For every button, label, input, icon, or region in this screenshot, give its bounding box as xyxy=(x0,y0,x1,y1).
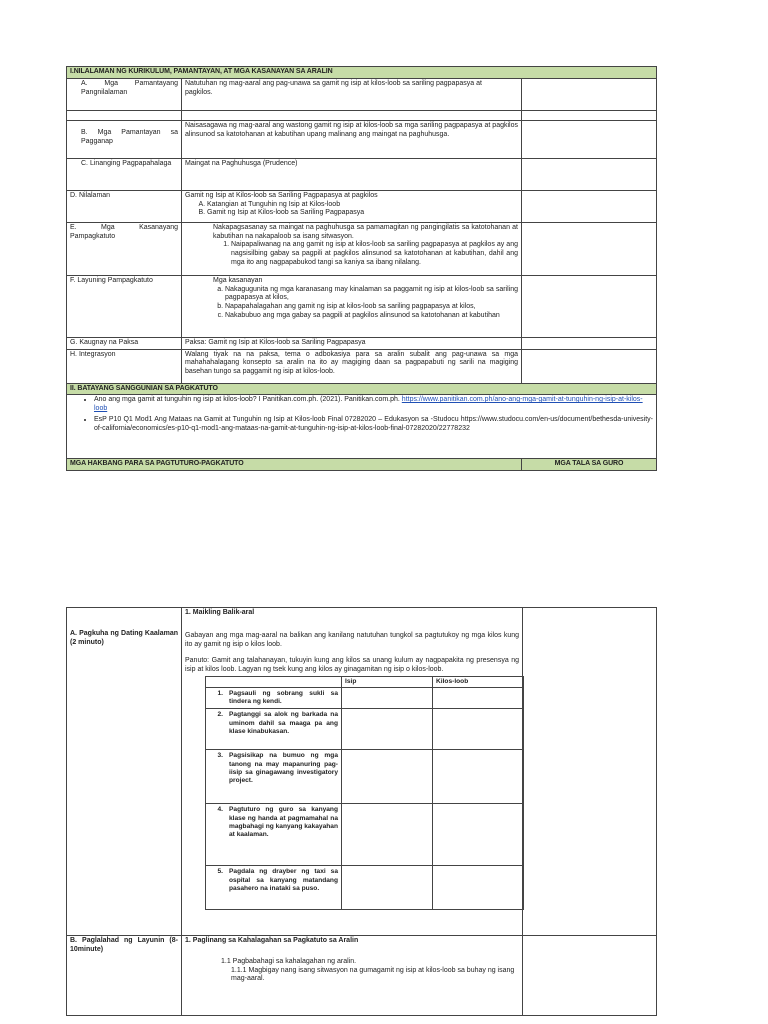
item-text: Pagdala ng drayber ng taxi sa ospital sa kanyang matandang pasahero na inataki sa puso. xyxy=(229,868,338,892)
reference-text: Ano ang mga gamit at tunguhin ng isip at kilos-loob? I Panitikan.com.ph. (2021). Panitikan.com.ph. xyxy=(94,396,402,404)
list-item: B. Gamit ng Isip at Kilos-loob sa Sariling Pagpapasya xyxy=(207,209,518,218)
step-b-sub2: 1.1.1 Magbigay nang isang sitwasyon na gumagamit ng isip at kilos-loob sa buhay ng isang mag-aaral. xyxy=(231,966,515,983)
row-a-notes xyxy=(522,78,657,110)
item-number: 3. xyxy=(217,752,223,760)
item-number: 4. xyxy=(217,806,223,814)
table-row xyxy=(206,709,524,750)
references-list xyxy=(70,396,653,433)
list-item: b. Napapahalagahan ang gamit ng isip at kilos-loob sa sariling pagpapasya at kilos, xyxy=(225,303,518,312)
row-h-label: H. Integrasyon xyxy=(67,349,182,383)
row-d-list xyxy=(185,201,518,219)
isip-check-cell[interactable] xyxy=(342,709,433,750)
row-d-content xyxy=(182,190,522,222)
row-h-content: Walang tiyak na na paksa, tema o adbokasiya para sa aralin subalit ang pag-unawa sa mga mahahahalagang konsepto sa aralin na ito ay magiging daan sa pagpapabuti ng sarili na magiging basehan tungo sa paggamit ng isip at kilos-loob. xyxy=(182,349,522,383)
kilos-loob-check-cell[interactable] xyxy=(433,866,524,910)
row-d xyxy=(67,190,657,222)
activity-item xyxy=(206,804,342,866)
row-g-label: G. Kaugnay na Paksa xyxy=(67,337,182,349)
curriculum-table xyxy=(66,66,657,471)
kilos-loob-check-cell[interactable] xyxy=(433,750,524,804)
reference-link[interactable]: https://www.panitikan.com.ph/ano-ang-mga-gamit-at-tunguhin-ng-isip-at-kilos-loob xyxy=(94,396,643,412)
item-text: Pagtanggi sa alok ng barkada na uminom dahil sa maaga pa ang klase kinabukasan. xyxy=(229,711,338,735)
row-e-content xyxy=(182,222,522,275)
row-d-intro: Gamit ng Isip at Kilos-loob sa Sariling Pagpapasya at pagkilos xyxy=(185,191,378,199)
kilos-loob-check-cell[interactable] xyxy=(433,687,524,708)
row-h xyxy=(67,349,657,383)
isip-check-cell[interactable] xyxy=(342,687,433,708)
row-f-intro: Mga kasanayan xyxy=(213,276,263,284)
row-c-content: Maingat na Paghuhusga (Prudence) xyxy=(182,158,522,190)
row-f-label: F. Layuning Pampagkatuto xyxy=(67,275,182,337)
step-a-label: A. Pagkuha ng Dating Kaalaman (2 minuto) xyxy=(67,608,182,936)
step-a-intro: Gabayan ang mga mag-aaral na balikan ang kanilang natutuhan tungkol sa pagtutukoy ng mga kilos kung ito ay gamit ng isip o kilos loob. xyxy=(185,631,519,648)
row-spacer xyxy=(67,110,657,120)
list-item: 1. Naipapaliwanag na ang gamit ng isip at kilos-loob sa sariling pagpapasya at pagkilos ay ang nagsisilbing gabay sa pagpili at pagkilos alinsunod sa katotohanan at kabutihan, dahil ang mga ito ang nagpapabukod tangi sa kaniya sa ibang nilalang. xyxy=(231,241,518,267)
kilos-loob-check-cell[interactable] xyxy=(433,709,524,750)
reference-item: • EsP P10 Q1 Mod1 Ang Mataas na Gamit at Tunguhin ng Isip at Kilos-loob Final 07282020 – Edukasyon sa -Studocu https://www.studocu.com/en-us/document/bethesda-univesity-of-california/economics/es-p10-q1-mod1-ang-mataas-na-gamit-at-tunguhin-ng-isip-at-kilos-loob-final-07282020/22778232 xyxy=(94,416,653,434)
step-b-label: B. Paglalahad ng Layunin (8-10minute) xyxy=(67,936,182,1016)
lesson-plan-part1 xyxy=(66,66,656,471)
table-row xyxy=(206,866,524,910)
row-g-content: Paksa: Gamit ng Isip at Kilos-loob sa Sariling Pagpapasya xyxy=(182,337,522,349)
row-h-notes xyxy=(522,349,657,383)
row-f-list xyxy=(185,286,518,321)
item-text: Pagsisikap na bumuo ng mga tanong na may mapanuring pag-iisip sa ginagawang investigatory project. xyxy=(229,752,338,785)
row-a-content: Natutuhan ng mag-aaral ang pag-unawa sa gamit ng isip at kilos-loob sa sariling pagpapasya at pagkilos. xyxy=(182,78,522,110)
isip-check-cell[interactable] xyxy=(342,750,433,804)
item-number: 1. xyxy=(217,689,223,697)
step-b-title: 1. Paglinang sa Kahalagahan sa Pagkatuto sa Aralin xyxy=(185,937,359,944)
activity-item xyxy=(206,709,342,750)
row-a xyxy=(67,78,657,110)
row-g-notes xyxy=(522,337,657,349)
row-f xyxy=(67,275,657,337)
row-e xyxy=(67,222,657,275)
step-a-notes xyxy=(523,608,657,936)
row-b-label: B. Mga Pamantayan sa Pagganap xyxy=(67,120,182,158)
step-a-content xyxy=(182,608,523,936)
steps-table xyxy=(66,607,657,1016)
activity-item xyxy=(206,866,342,910)
step-b-content xyxy=(182,936,523,1016)
activity-header-row xyxy=(206,676,524,687)
item-number: 5. xyxy=(217,868,223,876)
row-f-notes xyxy=(522,275,657,337)
section3-header-left: MGA HAKBANG PARA SA PAGTUTURO-PAGKATUTO xyxy=(67,459,522,471)
activity-col-blank xyxy=(206,676,342,687)
row-e-list xyxy=(185,241,518,267)
references-row xyxy=(67,395,657,459)
section1-header: I.NILALAMAN NG KURIKULUM, PAMANTAYAN, AT MGA KASANAYAN SA ARALIN xyxy=(67,67,657,79)
activity-col-kilos-loob: Kilos-loob xyxy=(433,676,524,687)
step-b-sub1: 1.1 Pagbabahagi sa kahalagahan ng aralin. xyxy=(221,957,357,965)
row-a-label: A. Mga Pamantayang Pangnilalaman xyxy=(67,78,182,110)
row-e-label: E. Mga Kasanayang Pampagkatuto xyxy=(67,222,182,275)
row-d-label: D. Nilalaman xyxy=(67,190,182,222)
reference-item xyxy=(94,396,653,414)
section1-header-row xyxy=(67,67,657,79)
row-c xyxy=(67,158,657,190)
isip-check-cell[interactable] xyxy=(342,866,433,910)
item-text: Pagsauli ng sobrang sukli sa tindera ng kendi. xyxy=(229,689,338,706)
activity-col-isip: Isip xyxy=(342,676,433,687)
row-e-intro: Nakapagsasanay sa maingat na paghuhusga sa pamamagitan ng pangingilatis sa katotohanan at kabutihan na nakapaloob sa isang sitwasyon. xyxy=(213,223,518,240)
row-c-notes xyxy=(522,158,657,190)
row-g xyxy=(67,337,657,349)
step-a-row xyxy=(67,608,657,936)
list-item: A. Katangian at Tunguhin ng Isip at Kilos-loob xyxy=(207,201,518,210)
activity-item xyxy=(206,750,342,804)
item-number: 2. xyxy=(217,711,223,719)
table-row xyxy=(206,804,524,866)
row-e-notes xyxy=(522,222,657,275)
step-a-instruction: Panuto: Gamit ang talahanayan, tukuyin kung ang kilos sa unang kulum ay nagpapakita ng presensya ng isip at kilos loob. Lagyan ng tsek kung ang kilos ay ginagamitan ng isip o kilos-loob. xyxy=(185,657,519,673)
activity-table xyxy=(205,676,524,911)
row-f-content xyxy=(182,275,522,337)
item-text: Pagtuturo ng guro sa kanyang klase ng handa at pagmamahal na magbahagi ng kanyang kakayahan at kaalaman. xyxy=(229,806,338,839)
table-row xyxy=(206,750,524,804)
row-b-content: Naisasagawa ng mag-aaral ang wastong gamit ng isip at kilos-loob sa mga sariling pagpapasya at pagkilos alinsunod sa katotohanan at kabutihan upang malinang ang maingat na paghuhusga. xyxy=(182,120,522,158)
activity-item xyxy=(206,687,342,708)
section3-header-right: MGA TALA SA GURO xyxy=(522,459,657,471)
row-c-label: C. Linanging Pagpapahalaga xyxy=(67,158,182,190)
isip-check-cell[interactable] xyxy=(342,804,433,866)
references-cell xyxy=(67,395,657,459)
kilos-loob-check-cell[interactable] xyxy=(433,804,524,866)
list-item: c. Nakabubuo ang mga gabay sa pagpili at pagkilos alinsunod sa katotohanan at kabutihan xyxy=(225,312,518,321)
list-item: a. Nakagugunita ng mga karanasang may kinalaman sa paggamit ng isip at kilos-loob sa sariling pagpapasya at kilos, xyxy=(225,286,518,304)
section2-header-row xyxy=(67,383,657,395)
row-d-notes xyxy=(522,190,657,222)
row-b xyxy=(67,120,657,158)
table-row xyxy=(206,687,524,708)
lesson-plan-part2 xyxy=(66,607,656,1016)
step-a-title: 1. Maikling Balik-aral xyxy=(185,609,255,616)
section3-header-row xyxy=(67,459,657,471)
step-b-row xyxy=(67,936,657,1016)
step-b-notes xyxy=(523,936,657,1016)
section2-header: II. BATAYANG SANGGUNIAN SA PAGKATUTO xyxy=(67,383,657,395)
row-b-notes xyxy=(522,120,657,158)
